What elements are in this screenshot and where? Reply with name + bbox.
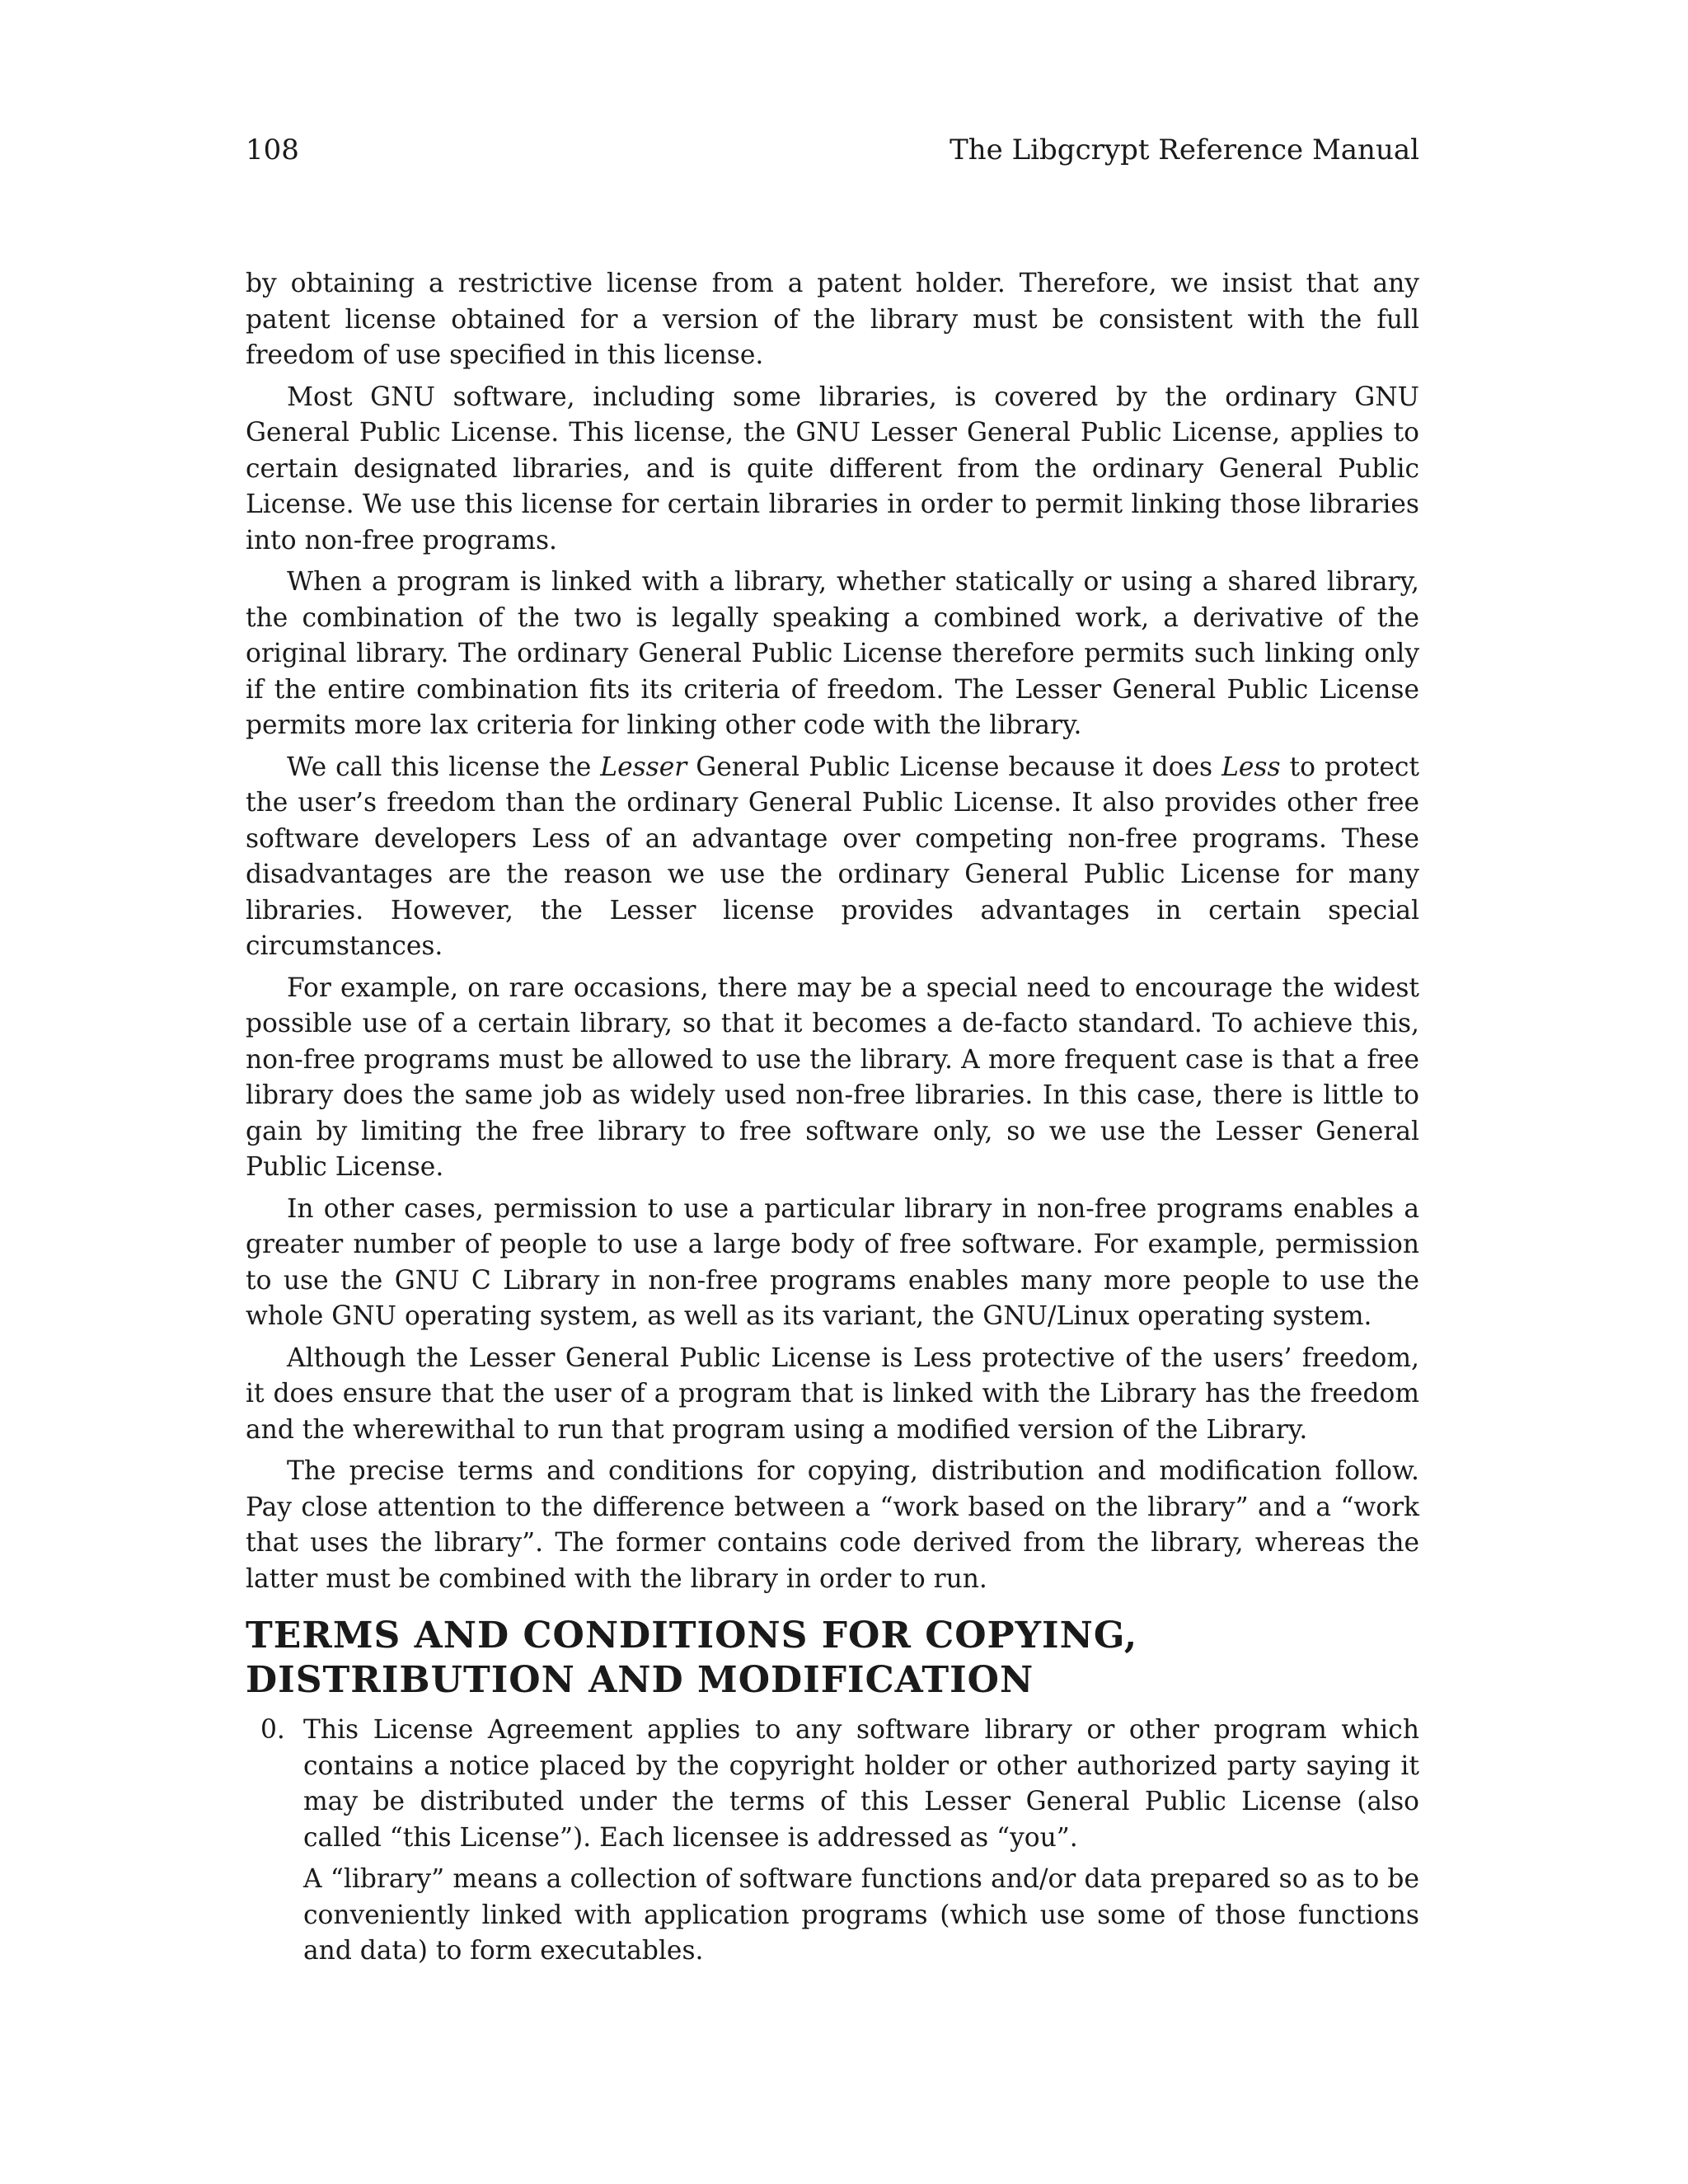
text-run: General Public License because it does	[687, 752, 1222, 782]
paragraph-example: For example, on rare occasions, there may be a special need to encourage the widest possible use of a certain library, so that it becomes a de-facto standard. To achieve this, non-free programs must be allowed to use the library. A more frequent case is that a free library does the same job as widely used non-free libraries. In this case, there is little to gain by limiting the free library to free software only, so we use the Lesser General Public License.	[246, 972, 1419, 1182]
running-title: The Libgcrypt Reference Manual	[950, 134, 1419, 166]
term-item	[246, 1713, 1419, 1970]
term-paragraph: A “library” means a collection of software functions and/or data prepared so as to be conveniently linked with application programs (which use some of those functions and data) to form executables.	[303, 1864, 1419, 1966]
paragraph-lesser-license	[246, 750, 1419, 965]
text-run: to protect the user’s freedom than the ordinary General Public License. It also provides other free software developers Less of an advantage over competing non-free programs. These disadvantages are the reason we use the ordinary General Public License for many libraries. However, the Lesser license provides advantages in certain special circumstances.	[246, 752, 1420, 961]
paragraph-linked-program: When a program is linked with a library, whether statically or using a shared library, the combination of the two is legally speaking a combined work, a derivative of the original library. The ordinary General Public License therefore permits such linking only if the entire combination fits its criteria of freedom. The Lesser General Public License permits more lax criteria for linking other code with the library.	[246, 567, 1419, 740]
paragraph-patent-license: by obtaining a restrictive license from a patent holder. Therefore, we insist that any patent license obtained for a version of the library must be consistent with the full freedom of use specified in this license.	[246, 269, 1419, 370]
paragraph-precise-terms: The precise terms and conditions for copying, distribution and modification follow. Pay close attention to the difference between a “work based on the library” and a “work that uses the library”. The former contains code derived from the library, whereas the latter must be combined with the library in order to run.	[246, 1456, 1419, 1594]
term-number: 0.	[260, 1715, 285, 1745]
section-heading	[246, 1614, 1419, 1703]
section-heading-line-2: DISTRIBUTION AND MODIFICATION	[246, 1659, 1034, 1701]
page-number: 108	[246, 134, 299, 166]
paragraph-gnu-software: Most GNU software, including some libraries, is covered by the ordinary GNU General Public License. This license, the GNU Lesser General Public License, applies to certain designated libraries, and is quite different from the ordinary General Public License. We use this license for certain libraries in order to permit linking those libraries into non-free programs.	[246, 382, 1419, 555]
terms-list	[246, 1713, 1419, 1970]
page-header	[246, 132, 1419, 168]
emphasis-lesser: Lesser	[600, 752, 687, 782]
paragraph-other-cases: In other cases, permission to use a particular library in non-free programs enables a greater number of people to use a large body of free software. For example, permission to use the GNU C Library in non-free programs enables many more people to use the whole GNU operating system, as well as its variant, the GNU/Linux operating system.	[246, 1193, 1419, 1331]
term-paragraph: This License Agreement applies to any software library or other program which contains a notice placed by the copyright holder or other authorized party saying it may be distributed under the terms of this Lesser General Public License (also called “this License”). Each licensee is addressed as “you”.	[303, 1715, 1419, 1853]
emphasis-less: Less	[1221, 752, 1281, 782]
section-heading-line-1: TERMS AND CONDITIONS FOR COPYING,	[246, 1615, 1138, 1657]
text-run: We call this license the	[287, 752, 601, 782]
paragraph-although: Although the Lesser General Public License is Less protective of the users’ freedom, it does ensure that the user of a program that is linked with the Library has the freedom and the wherewithal to run that program using a modified version of the Library.	[246, 1343, 1419, 1445]
page-body	[246, 266, 1419, 1975]
